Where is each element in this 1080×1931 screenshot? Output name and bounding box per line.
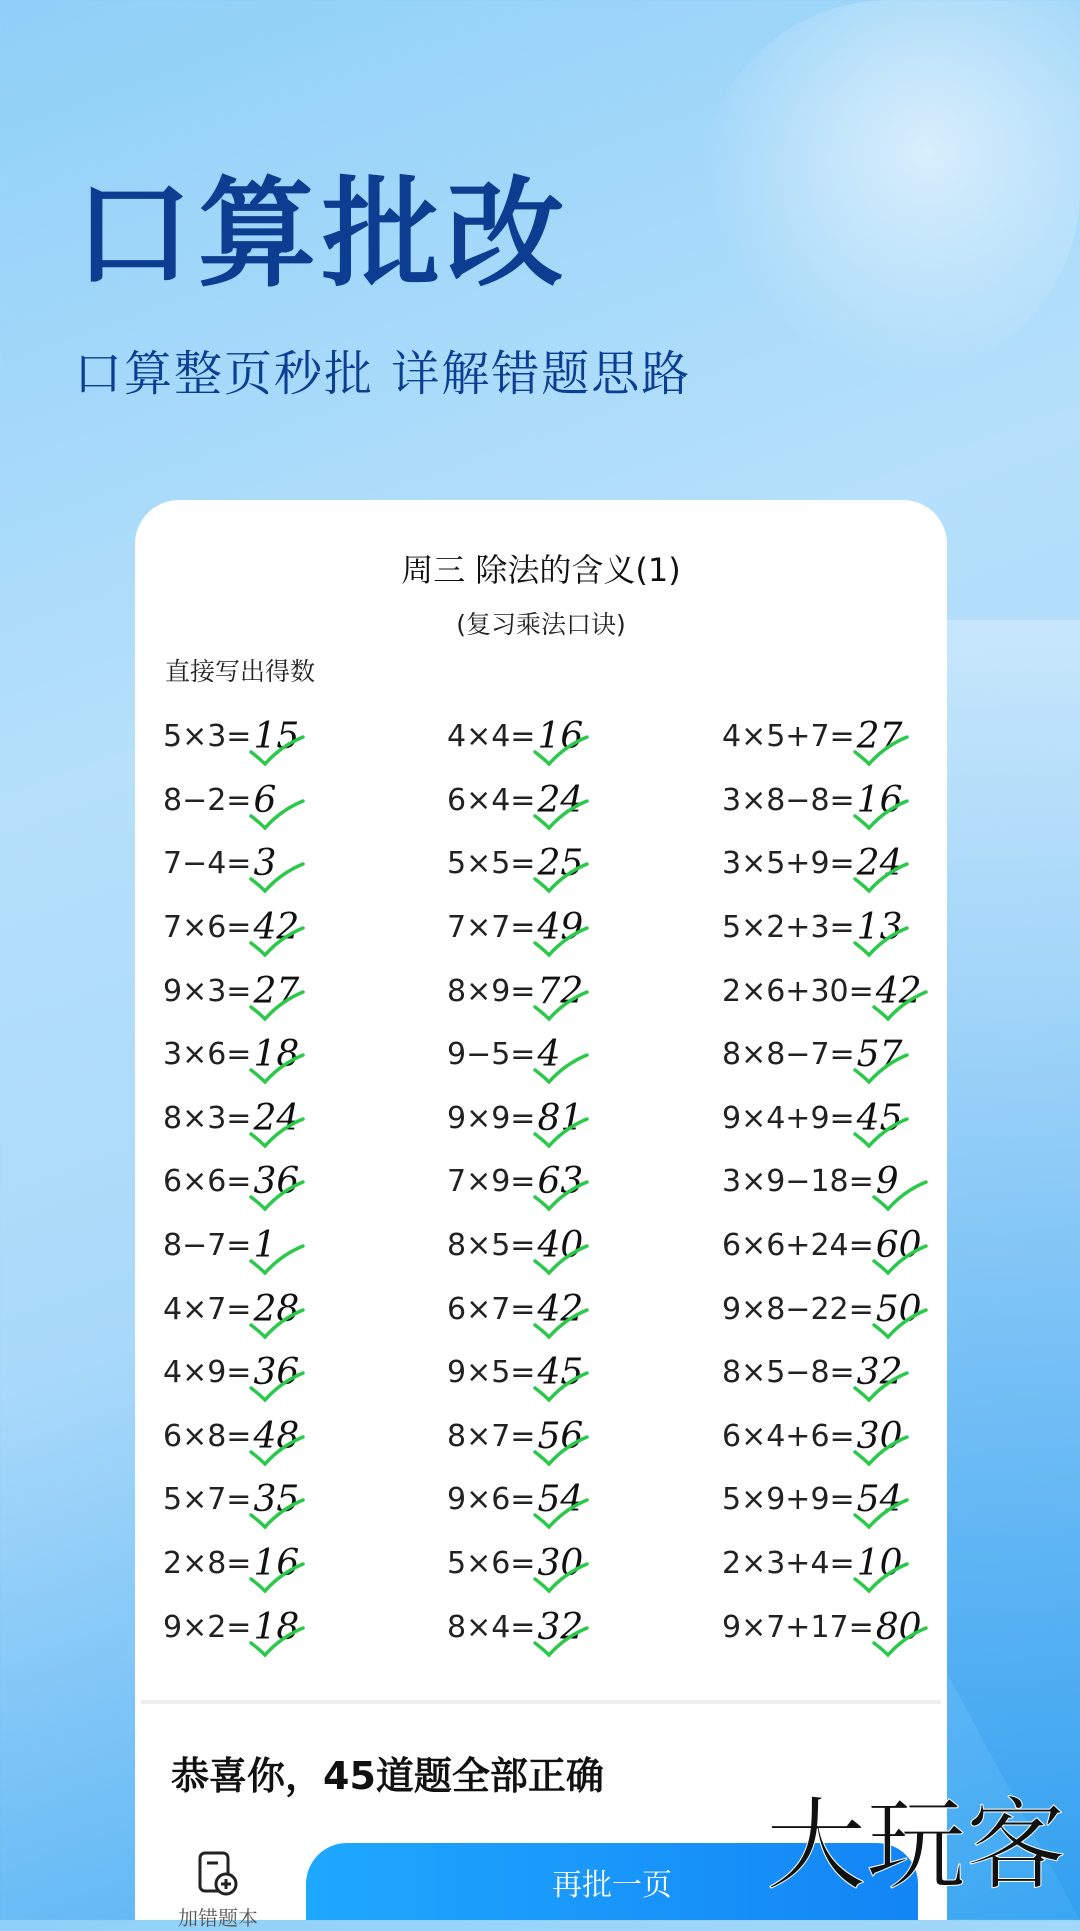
problem-expression: 9×8−22= xyxy=(722,1291,874,1327)
problem-item xyxy=(447,1214,583,1278)
problem-item xyxy=(447,769,583,833)
check-mark-icon xyxy=(531,1370,591,1404)
check-mark-icon xyxy=(247,1243,307,1277)
problem-item xyxy=(722,1468,922,1532)
check-mark-icon xyxy=(851,861,911,895)
answer-text: 60 xyxy=(875,1225,922,1267)
handwritten-answer xyxy=(857,716,903,757)
problem-item xyxy=(163,896,299,960)
answer-text: 42 xyxy=(253,907,300,949)
problem-column-1 xyxy=(163,705,299,1659)
problem-expression: 5×3= xyxy=(163,719,252,755)
answer-text: 4 xyxy=(537,1034,561,1076)
handwritten-answer xyxy=(857,1034,903,1075)
problem-item xyxy=(163,832,299,896)
handwritten-answer xyxy=(253,1225,276,1266)
problem-expression: 4×4= xyxy=(447,719,536,755)
answer-text: 57 xyxy=(856,1034,903,1076)
result-message: 恭喜你，45道题全部正确 xyxy=(171,1754,604,1798)
problem-item xyxy=(447,1532,583,1596)
problem-expression: 2×8= xyxy=(163,1546,252,1582)
problem-expression: 6×4= xyxy=(447,782,536,818)
background-stripe xyxy=(940,620,1080,1920)
handwritten-answer xyxy=(537,907,583,948)
answer-text: 48 xyxy=(253,1415,300,1457)
check-mark-icon xyxy=(247,798,307,832)
worksheet-instruction: 直接写出得数 xyxy=(165,657,316,686)
problem-expression: 2×3+4= xyxy=(722,1546,855,1582)
problem-item xyxy=(722,959,922,1023)
check-mark-icon xyxy=(531,1243,591,1277)
problem-item xyxy=(447,705,583,769)
check-mark-icon xyxy=(531,1307,591,1341)
check-mark-icon xyxy=(531,734,591,768)
problem-expression: 4×9= xyxy=(163,1355,252,1391)
problem-expression: 6×4+6= xyxy=(722,1418,855,1454)
answer-text: 72 xyxy=(537,970,584,1012)
problem-expression: 8−2= xyxy=(163,782,252,818)
handwritten-answer xyxy=(253,1098,299,1139)
problem-item xyxy=(447,1023,583,1087)
check-mark-icon xyxy=(851,1052,911,1086)
check-mark-icon xyxy=(247,1625,307,1659)
check-mark-icon xyxy=(851,798,911,832)
handwritten-answer xyxy=(537,1034,560,1075)
answer-text: 50 xyxy=(875,1288,922,1330)
problem-expression: 3×9−18= xyxy=(722,1164,874,1200)
check-mark-icon xyxy=(531,1625,591,1659)
handwritten-answer xyxy=(253,843,276,884)
problem-expression: 6×8= xyxy=(163,1418,252,1454)
handwritten-answer xyxy=(537,780,583,821)
problem-expression: 9×9= xyxy=(447,1100,536,1136)
handwritten-answer xyxy=(253,1543,299,1584)
problem-item xyxy=(447,1150,583,1214)
check-mark-icon xyxy=(531,1434,591,1468)
handwritten-answer xyxy=(253,1416,299,1457)
problem-item xyxy=(722,1405,922,1469)
handwritten-answer xyxy=(253,780,276,821)
answer-text: 42 xyxy=(875,970,922,1012)
answer-text: 32 xyxy=(856,1352,903,1394)
check-mark-icon xyxy=(870,1625,930,1659)
check-mark-icon xyxy=(851,1497,911,1531)
answer-text: 30 xyxy=(856,1415,903,1457)
handwritten-answer xyxy=(537,843,583,884)
check-mark-icon xyxy=(531,1052,591,1086)
problem-item xyxy=(163,705,299,769)
handwritten-answer xyxy=(876,971,922,1012)
problem-item xyxy=(722,1023,922,1087)
answer-text: 24 xyxy=(253,1097,300,1139)
handwritten-answer xyxy=(537,1543,583,1584)
problem-expression: 9×7+17= xyxy=(722,1609,874,1645)
problem-item xyxy=(447,1468,583,1532)
problem-expression: 9×5= xyxy=(447,1355,536,1391)
answer-text: 81 xyxy=(537,1097,584,1139)
handwritten-answer xyxy=(857,780,903,821)
handwritten-answer xyxy=(253,716,299,757)
handwritten-answer xyxy=(857,1543,903,1584)
problem-expression: 5×9+9= xyxy=(722,1482,855,1518)
check-mark-icon xyxy=(247,1370,307,1404)
handwritten-answer xyxy=(857,907,903,948)
check-mark-icon xyxy=(247,1179,307,1213)
problem-item xyxy=(722,1532,922,1596)
answer-text: 18 xyxy=(253,1606,300,1648)
problem-item xyxy=(163,1023,299,1087)
handwritten-answer xyxy=(876,1161,899,1202)
check-mark-icon xyxy=(851,734,911,768)
check-mark-icon xyxy=(531,925,591,959)
answer-text: 80 xyxy=(875,1606,922,1648)
problem-expression: 5×6= xyxy=(447,1546,536,1582)
handwritten-answer xyxy=(876,1607,922,1648)
answer-text: 56 xyxy=(537,1415,584,1457)
handwritten-answer xyxy=(537,1161,583,1202)
handwritten-answer xyxy=(253,1034,299,1075)
check-mark-icon xyxy=(531,1179,591,1213)
problem-item xyxy=(447,832,583,896)
answer-text: 9 xyxy=(875,1161,899,1203)
problem-expression: 3×6= xyxy=(163,1037,252,1073)
problem-item xyxy=(163,1595,299,1659)
problem-expression: 3×8−8= xyxy=(722,782,855,818)
problem-expression: 3×5+9= xyxy=(722,846,855,882)
problem-expression: 8×5−8= xyxy=(722,1355,855,1391)
check-mark-icon xyxy=(247,1561,307,1595)
problem-expression: 6×6+24= xyxy=(722,1228,874,1264)
answer-text: 10 xyxy=(856,1543,903,1585)
check-mark-icon xyxy=(247,1052,307,1086)
check-mark-icon xyxy=(247,734,307,768)
worksheet-card xyxy=(135,500,947,1930)
problem-item xyxy=(722,1150,922,1214)
check-mark-icon xyxy=(531,1497,591,1531)
problem-item xyxy=(722,832,922,896)
problem-item xyxy=(722,1214,922,1278)
problem-expression: 7×7= xyxy=(447,910,536,946)
check-mark-icon xyxy=(870,1243,930,1277)
handwritten-answer xyxy=(857,1479,903,1520)
handwritten-answer xyxy=(253,1479,299,1520)
handwritten-answer xyxy=(253,907,299,948)
handwritten-answer xyxy=(857,1352,903,1393)
answer-text: 27 xyxy=(253,970,300,1012)
answer-text: 18 xyxy=(253,1034,300,1076)
answer-text: 27 xyxy=(856,716,903,758)
answer-text: 45 xyxy=(537,1352,584,1394)
check-mark-icon xyxy=(851,1561,911,1595)
check-mark-icon xyxy=(870,989,930,1023)
handwritten-answer xyxy=(537,1289,583,1330)
check-mark-icon xyxy=(531,798,591,832)
check-mark-icon xyxy=(247,861,307,895)
handwritten-answer xyxy=(857,1416,903,1457)
answer-text: 63 xyxy=(537,1161,584,1203)
answer-text: 24 xyxy=(856,843,903,885)
handwritten-answer xyxy=(537,1607,583,1648)
add-to-mistakes-button[interactable] xyxy=(163,1850,273,1931)
answer-text: 13 xyxy=(856,907,903,949)
handwritten-answer xyxy=(537,1479,583,1520)
handwritten-answer xyxy=(876,1289,922,1330)
check-mark-icon xyxy=(870,1307,930,1341)
add-to-mistakes-label: 加错题本 xyxy=(178,1906,258,1930)
problem-expression: 5×7= xyxy=(163,1482,252,1518)
problem-item xyxy=(722,769,922,833)
handwritten-answer xyxy=(537,716,583,757)
problem-item xyxy=(722,705,922,769)
problem-item xyxy=(163,1214,299,1278)
answer-text: 35 xyxy=(253,1479,300,1521)
answer-text: 16 xyxy=(537,716,584,758)
problem-expression: 8×8−7= xyxy=(722,1037,855,1073)
check-mark-icon xyxy=(870,1179,930,1213)
answer-text: 1 xyxy=(253,1225,277,1267)
check-mark-icon xyxy=(851,1370,911,1404)
problem-expression: 7×9= xyxy=(447,1164,536,1200)
problem-expression: 9×4+9= xyxy=(722,1100,855,1136)
problem-expression: 8−7= xyxy=(163,1228,252,1264)
check-mark-icon xyxy=(247,1434,307,1468)
problem-item xyxy=(163,1468,299,1532)
answer-text: 36 xyxy=(253,1352,300,1394)
problem-item xyxy=(163,1087,299,1151)
answer-text: 15 xyxy=(253,716,300,758)
watermark: 大玩客 xyxy=(766,1787,1066,1904)
problem-expression: 5×2+3= xyxy=(722,910,855,946)
answer-text: 25 xyxy=(537,843,584,885)
problem-expression: 4×5+7= xyxy=(722,719,855,755)
handwritten-answer xyxy=(537,1416,583,1457)
problem-expression: 5×5= xyxy=(447,846,536,882)
check-mark-icon xyxy=(851,1434,911,1468)
problem-expression: 8×3= xyxy=(163,1100,252,1136)
answer-text: 3 xyxy=(253,843,277,885)
problem-item xyxy=(163,1150,299,1214)
handwritten-answer xyxy=(253,971,299,1012)
check-mark-icon xyxy=(531,861,591,895)
check-mark-icon xyxy=(531,1561,591,1595)
problem-expression: 8×4= xyxy=(447,1609,536,1645)
problem-expression: 6×7= xyxy=(447,1291,536,1327)
answer-text: 6 xyxy=(253,779,277,821)
check-mark-icon xyxy=(851,925,911,959)
problem-expression: 4×7= xyxy=(163,1291,252,1327)
problem-item xyxy=(722,1277,922,1341)
problem-column-3 xyxy=(722,705,922,1659)
problem-item xyxy=(722,1595,922,1659)
answer-text: 16 xyxy=(856,779,903,821)
answer-text: 24 xyxy=(537,779,584,821)
problem-item xyxy=(447,1277,583,1341)
check-another-page-button[interactable]: 再批一页 xyxy=(306,1843,918,1920)
problem-item xyxy=(447,896,583,960)
problem-item xyxy=(447,1341,583,1405)
problem-expression: 9−5= xyxy=(447,1037,536,1073)
handwritten-answer xyxy=(253,1289,299,1330)
problem-expression: 6×6= xyxy=(163,1164,252,1200)
check-mark-icon xyxy=(247,1116,307,1150)
worksheet-subtitle: (复习乘法口诀) xyxy=(456,610,626,639)
problem-item xyxy=(722,1087,922,1151)
problem-expression: 9×6= xyxy=(447,1482,536,1518)
problem-item xyxy=(163,1341,299,1405)
check-mark-icon xyxy=(247,1497,307,1531)
problem-item xyxy=(722,1341,922,1405)
problem-item xyxy=(163,959,299,1023)
check-mark-icon xyxy=(851,1116,911,1150)
worksheet-title: 周三 除法的含义(1) xyxy=(401,551,681,589)
handwritten-answer xyxy=(253,1607,299,1648)
handwritten-answer xyxy=(253,1161,299,1202)
answer-text: 42 xyxy=(537,1288,584,1330)
problem-expression: 7−4= xyxy=(163,846,252,882)
background-glow xyxy=(700,0,1080,380)
problem-expression: 2×6+30= xyxy=(722,973,874,1009)
problem-item xyxy=(447,959,583,1023)
problem-expression: 8×9= xyxy=(447,973,536,1009)
add-notebook-icon xyxy=(196,1850,240,1898)
handwritten-answer xyxy=(537,1098,583,1139)
handwritten-answer xyxy=(537,971,583,1012)
answer-text: 54 xyxy=(856,1479,903,1521)
problem-item xyxy=(447,1087,583,1151)
problem-expression: 7×6= xyxy=(163,910,252,946)
check-mark-icon xyxy=(531,989,591,1023)
check-mark-icon xyxy=(247,1307,307,1341)
problem-expression: 9×2= xyxy=(163,1609,252,1645)
check-mark-icon xyxy=(531,1116,591,1150)
problem-item xyxy=(447,1595,583,1659)
check-mark-icon xyxy=(247,925,307,959)
answer-text: 32 xyxy=(537,1606,584,1648)
answer-text: 40 xyxy=(537,1225,584,1267)
handwritten-answer xyxy=(857,843,903,884)
handwritten-answer xyxy=(253,1352,299,1393)
problem-item xyxy=(163,1405,299,1469)
answer-text: 36 xyxy=(253,1161,300,1203)
handwritten-answer xyxy=(537,1225,583,1266)
problem-item xyxy=(722,896,922,960)
answer-text: 45 xyxy=(856,1097,903,1139)
problem-item xyxy=(163,1277,299,1341)
answer-text: 28 xyxy=(253,1288,300,1330)
answer-text: 16 xyxy=(253,1543,300,1585)
handwritten-answer xyxy=(857,1098,903,1139)
problem-item xyxy=(447,1405,583,1469)
answer-text: 49 xyxy=(537,907,584,949)
answer-text: 30 xyxy=(537,1543,584,1585)
problem-expression: 8×7= xyxy=(447,1418,536,1454)
problem-column-2 xyxy=(447,705,583,1659)
problem-item xyxy=(163,769,299,833)
answer-text: 54 xyxy=(537,1479,584,1521)
page-title: 口算批改 xyxy=(74,165,571,303)
divider xyxy=(141,1700,941,1704)
problem-expression: 8×5= xyxy=(447,1228,536,1264)
problem-item xyxy=(163,1532,299,1596)
handwritten-answer xyxy=(876,1225,922,1266)
check-mark-icon xyxy=(247,989,307,1023)
handwritten-answer xyxy=(537,1352,583,1393)
problem-expression: 9×3= xyxy=(163,973,252,1009)
page-subtitle: 口算整页秒批 详解错题思路 xyxy=(74,346,692,402)
